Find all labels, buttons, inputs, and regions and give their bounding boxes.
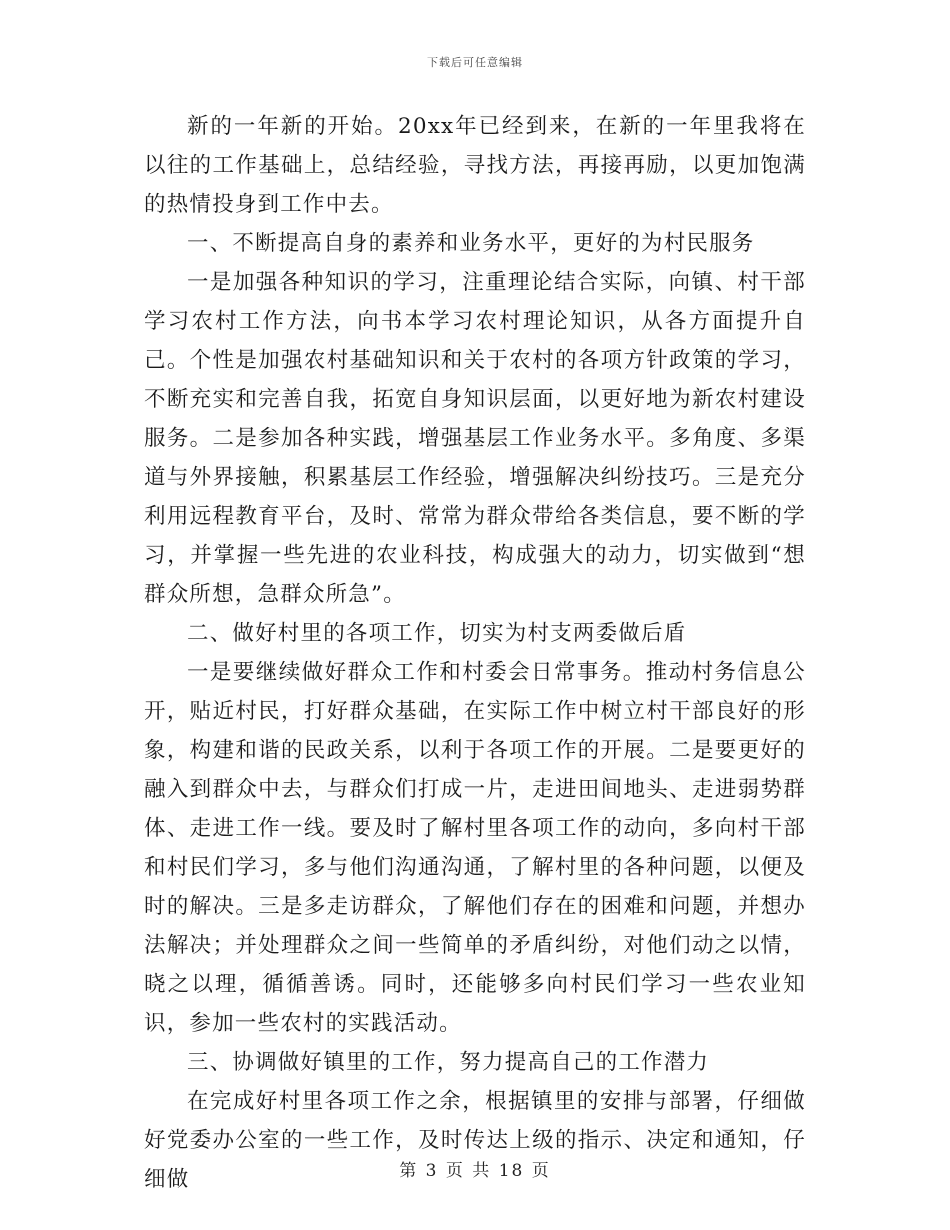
paragraph-section-1: 一是加强各种知识的学习，注重理论结合实际，向镇、村干部学习农村工作方法，向书本学习农村理论知识，从各方面提升自己。个性是加强农村基础知识和关于农村的各项方针政策的学习，不断充实和完善自我，拓宽自身知识层面，以更好地为新农村建设服务。二是参加各种实践，增强基层工作业务水平。多角度、多渠道与外界接触，积累基层工作经验，增强解决纠纷技巧。三是充分利用远程教育平台，及时、常常为群众带给各类信息，要不断的学习，并掌握一些先进的农业科技，构成强大的动力，切实做到“想群众所想，急群众所急”。 [144, 270, 806, 607]
paragraph-intro: 新的一年新的开始。20xx年已经到来，在新的一年里我将在以往的工作基础上，总结经验，寻找方法，再接再励，以更加饱满的热情投身到工作中去。 [144, 114, 806, 217]
page-header: 下载后可任意编辑 [427, 56, 523, 69]
page-number-footer [0, 1156, 950, 1181]
document-body [144, 107, 806, 1199]
paragraph-section-3: 在完成好村里各项工作之余，根据镇里的安排与部署，仔细做好党委办公室的一些工作，及时传达上级的指示、决定和通知，仔细做 [144, 1089, 806, 1192]
section-heading-3: 三、协调做好镇里的工作，努力提高自己的工作潜力 [187, 1050, 710, 1075]
page-number-text: 第 3 页 共 18 页 [399, 1161, 551, 1181]
section-heading-1: 一、不断提高自身的素养和业务水平，更好的为村民服务 [187, 231, 755, 256]
section-heading-2: 二、做好村里的各项工作，切实为村支两委做后盾 [187, 621, 687, 646]
paragraph-section-2: 一是要继续做好群众工作和村委会日常事务。推动村务信息公开，贴近村民，打好群众基础，在实际工作中树立村干部良好的形象，构建和谐的民政关系，以利于各项工作的开展。二是要更好的融入到群众中去，与群众们打成一片，走进田间地头、走进弱势群体、走进工作一线。要及时了解村里各项工作的动向，多向村干部和村民们学习，多与他们沟通沟通，了解村里的各种问题，以便及时的解决。三是多走访群众，了解他们存在的困难和问题，并想办法解决；并处理群众之间一些简单的矛盾纠纷，对他们动之以情，晓之以理，循循善诱。同时，还能够多向村民们学习一些农业知识，参加一些农村的实践活动。 [144, 660, 806, 1036]
